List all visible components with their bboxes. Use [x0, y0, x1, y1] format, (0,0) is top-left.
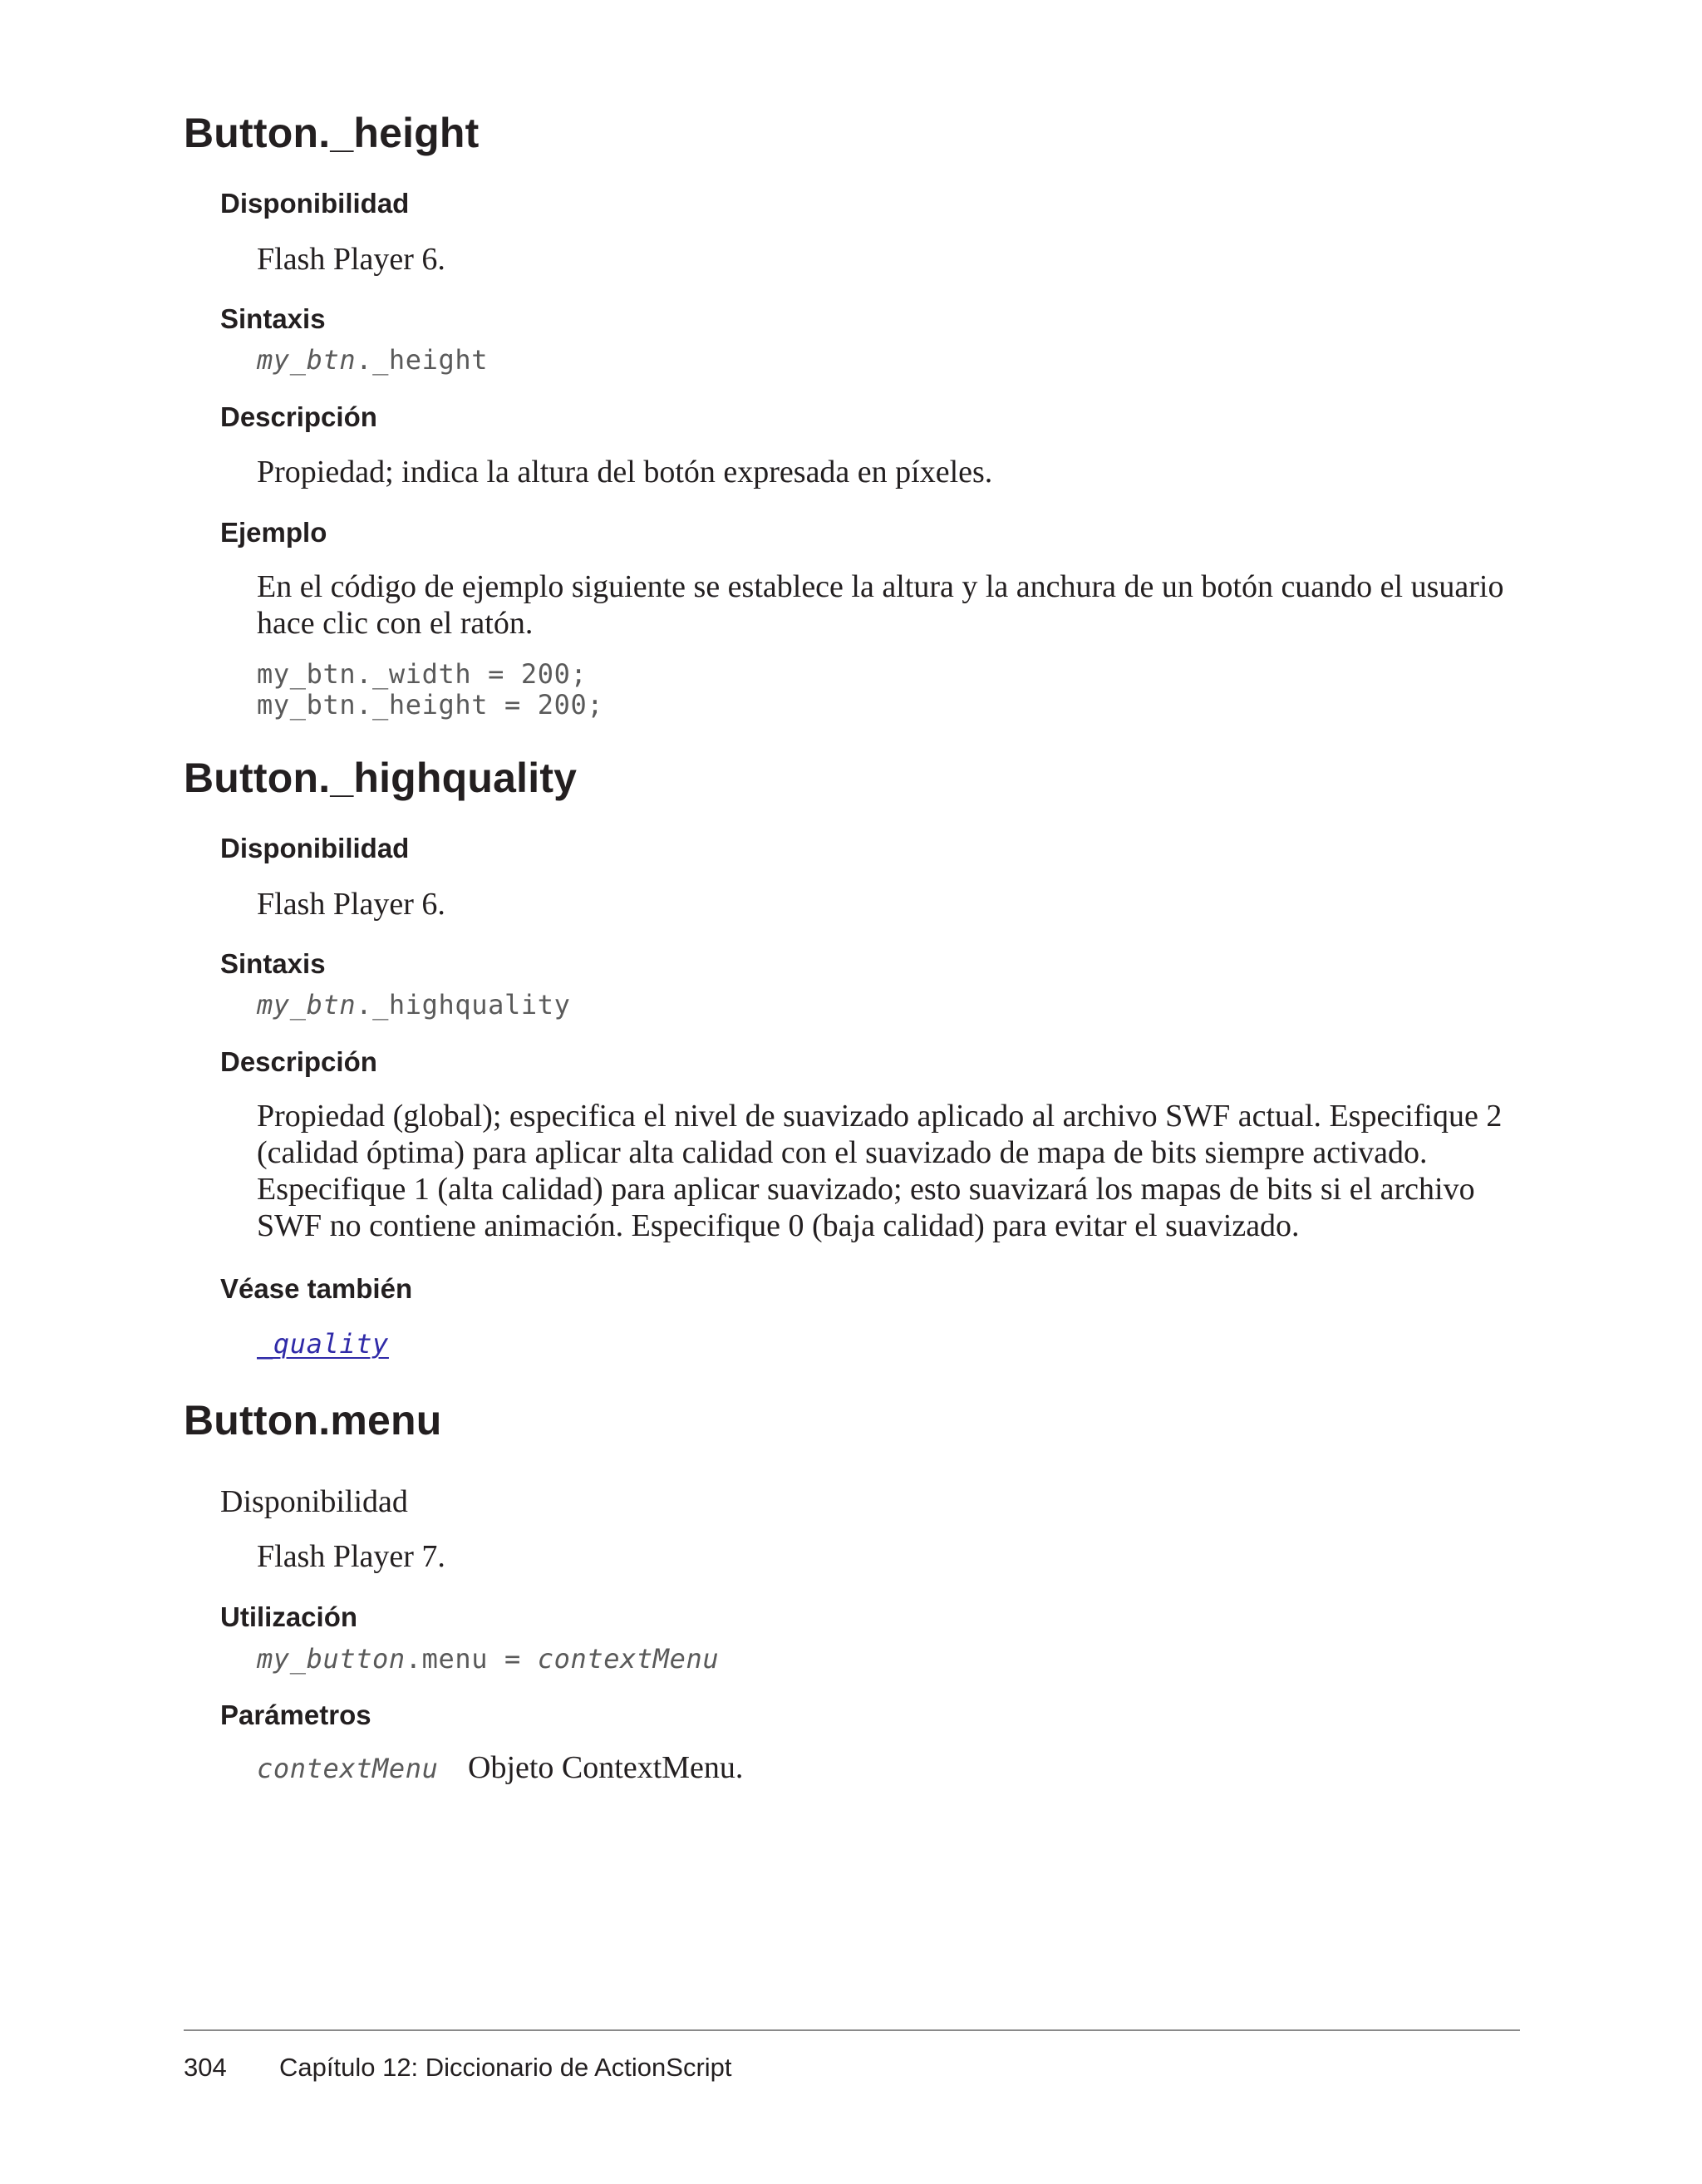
availability-text: Flash Player 6. [257, 242, 445, 277]
chapter-title: Capítulo 12: Diccionario de ActionScript [279, 2053, 732, 2082]
see-also-heading: Véase también [220, 1273, 413, 1304]
parameter-description: Objeto ContextMenu. [468, 1750, 744, 1785]
availability-heading: Disponibilidad [220, 1484, 408, 1519]
description-line-3: Especifique 1 (alta calidad) para aplicar suavizado; esto suavizará los mapas de bits si el archivo [257, 1172, 1475, 1207]
usage-heading: Utilización [220, 1601, 358, 1632]
availability-heading: Disponibilidad [220, 188, 410, 219]
syntax-property: ._highquality [356, 989, 571, 1021]
usage-object: my_button [257, 1643, 406, 1675]
syntax-object: my_btn [257, 344, 357, 376]
description-heading: Descripción [220, 401, 377, 432]
section-title-button-highquality: Button._highquality [184, 755, 578, 801]
section-title-button-height: Button._height [184, 110, 480, 156]
usage-property: .menu = [405, 1643, 538, 1675]
page-number: 304 [184, 2053, 227, 2082]
description-line-2: (calidad óptima) para aplicar alta calidad con el suavizado de mapa de bits siempre activado. [257, 1135, 1428, 1170]
syntax-heading: Sintaxis [220, 948, 326, 979]
parameters-heading: Parámetros [220, 1699, 371, 1730]
syntax-code [257, 345, 488, 376]
syntax-object: my_btn [257, 989, 357, 1021]
example-code-block: my_btn._width = 200; my_btn._height = 200; [257, 658, 604, 721]
description-line-4: SWF no contiene animación. Especifique 0 (baja calidad) para evitar el suavizado. [257, 1208, 1300, 1243]
section-title-button-menu: Button.menu [184, 1397, 442, 1444]
availability-text: Flash Player 6. [257, 887, 445, 922]
footer-divider [184, 2029, 1520, 2031]
usage-value: contextMenu [537, 1643, 720, 1675]
parameter-name: contextMenu [257, 1753, 439, 1784]
usage-code [257, 1644, 719, 1675]
syntax-heading: Sintaxis [220, 303, 326, 334]
description-text: Propiedad; indica la altura del botón expresada en píxeles. [257, 455, 993, 489]
availability-heading: Disponibilidad [220, 833, 410, 863]
see-also-code [257, 1329, 389, 1360]
description-heading: Descripción [220, 1046, 377, 1077]
see-also-link-quality[interactable]: _quality [257, 1328, 389, 1360]
syntax-property: ._height [356, 344, 489, 376]
parameter-row [257, 1749, 743, 1786]
syntax-code [257, 990, 570, 1021]
example-heading: Ejemplo [220, 517, 327, 548]
availability-text: Flash Player 7. [257, 1539, 445, 1574]
page-footer [184, 2053, 732, 2083]
description-line-1: Propiedad (global); especifica el nivel de suavizado aplicado al archivo SWF actual. Especifique 2 [257, 1099, 1503, 1134]
example-text-line-2: hace clic con el ratón. [257, 606, 534, 641]
example-text-line-1: En el código de ejemplo siguiente se establece la altura y la anchura de un botón cuando el usuario [257, 569, 1504, 604]
